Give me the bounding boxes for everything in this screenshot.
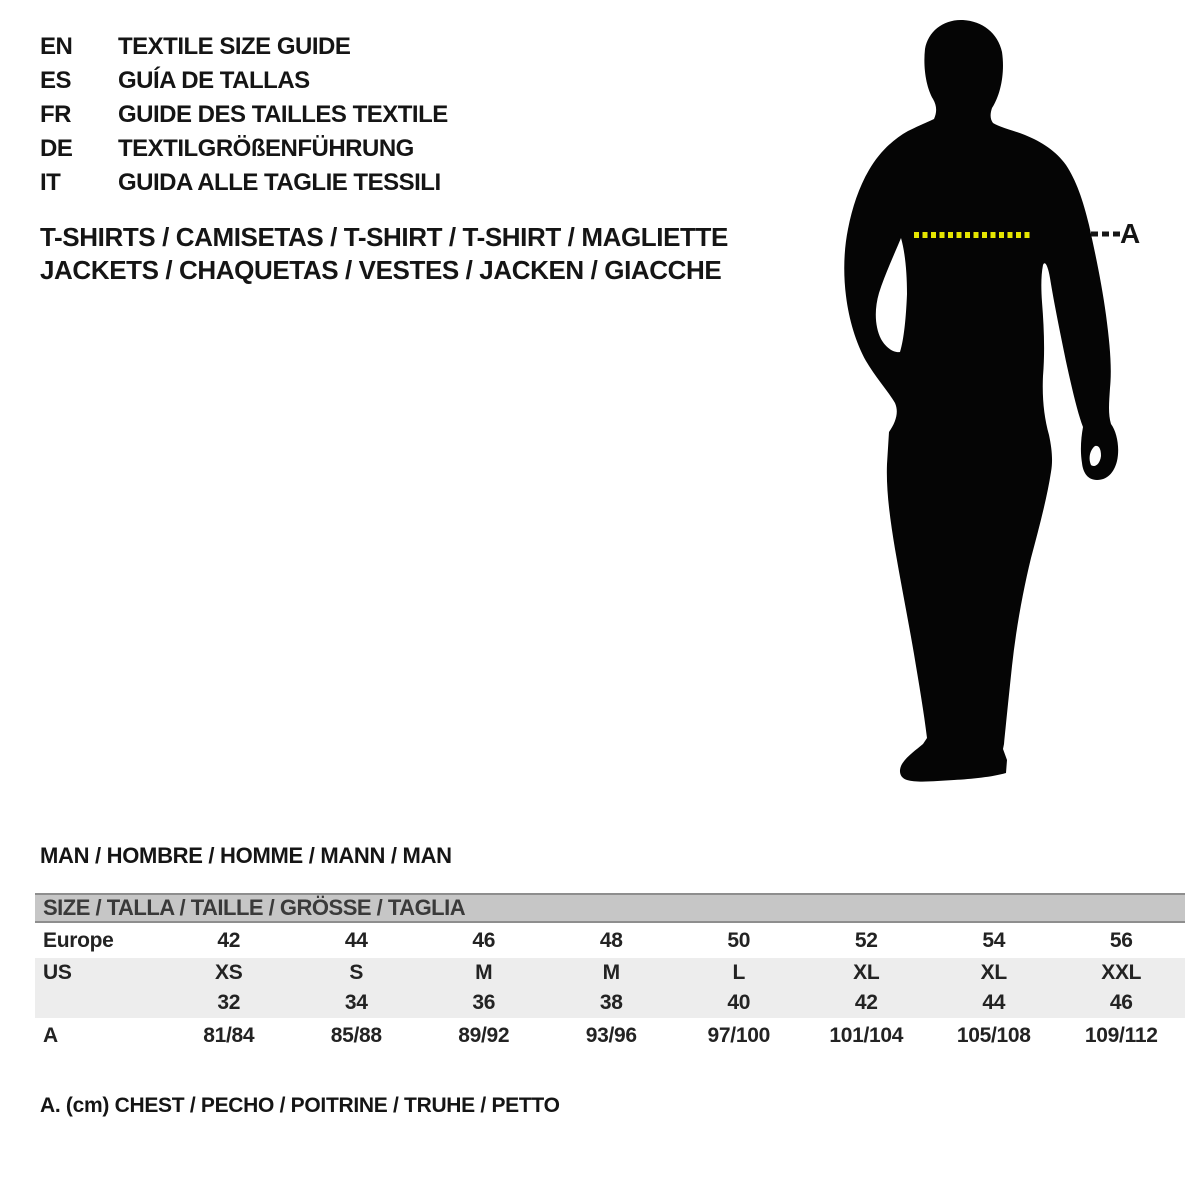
size-cell: 42 <box>217 928 241 952</box>
size-cell: 50 <box>727 928 751 952</box>
size-cell: 32 <box>217 991 241 1014</box>
size-cell: 34 <box>344 991 368 1014</box>
size-cell: XL <box>853 961 880 984</box>
section-heading-man: MAN / HOMBRE / HOMME / MANN / MAN <box>40 843 452 868</box>
size-cell: 105/108 <box>956 1023 1031 1047</box>
size-cell: 44 <box>344 928 368 952</box>
language-row <box>40 98 448 132</box>
size-table-header: SIZE / TALLA / TAILLE / GRÖSSE / TAGLIA <box>35 893 1185 923</box>
table-row-chest <box>35 1018 1185 1053</box>
size-cell: 44 <box>982 991 1006 1014</box>
size-cell: 89/92 <box>458 1023 510 1047</box>
size-cell: 85/88 <box>330 1023 382 1047</box>
size-cell: M <box>602 961 620 984</box>
man-silhouette-figure <box>820 10 1150 800</box>
size-cell: 52 <box>854 928 878 952</box>
size-cell: S <box>349 961 364 984</box>
language-title: GUIDE DES TAILLES TEXTILE <box>118 101 448 128</box>
size-cell: 48 <box>599 928 623 952</box>
language-code: FR <box>40 101 71 128</box>
language-row <box>40 30 448 64</box>
language-title: GUIDA ALLE TAGLIE TESSILI <box>118 169 441 196</box>
language-title: GUÍA DE TALLAS <box>118 67 310 94</box>
size-cell: 93/96 <box>585 1023 637 1047</box>
language-code: DE <box>40 135 73 162</box>
size-cell: 46 <box>472 928 496 952</box>
size-cell: 97/100 <box>707 1023 770 1047</box>
language-title: TEXTILE SIZE GUIDE <box>118 33 351 60</box>
body-silhouette <box>844 20 1118 782</box>
size-cell: 36 <box>472 991 496 1014</box>
size-cell: 109/112 <box>1084 1023 1158 1047</box>
language-code: ES <box>40 67 72 94</box>
size-table <box>35 893 1185 1053</box>
size-cell: 38 <box>599 991 623 1014</box>
size-cell: M <box>475 961 493 984</box>
category-lines <box>40 221 728 287</box>
category-line-tshirts: T-SHIRTS / CAMISETAS / T-SHIRT / T-SHIRT / MAGLIETTE <box>40 222 728 252</box>
language-row <box>40 64 448 98</box>
table-row-us <box>35 958 1185 988</box>
language-list <box>40 30 448 200</box>
size-cell: 46 <box>1109 991 1133 1014</box>
size-cell: XL <box>980 961 1007 984</box>
size-cell: 40 <box>727 991 751 1014</box>
language-code: EN <box>40 33 73 60</box>
size-cell: 56 <box>1109 928 1133 952</box>
size-cell: 54 <box>982 928 1006 952</box>
table-row-us-numeric <box>35 988 1185 1018</box>
language-title: TEXTILGRÖßENFÜHRUNG <box>118 135 414 162</box>
table-row-europe <box>35 923 1185 958</box>
row-label: US <box>43 961 72 984</box>
row-label: A <box>43 1023 58 1047</box>
language-row <box>40 132 448 166</box>
size-cell: 101/104 <box>829 1023 904 1047</box>
category-line-jackets: JACKETS / CHAQUETAS / VESTES / JACKEN / GIACCHE <box>40 255 722 285</box>
measurement-legend: A. (cm) CHEST / PECHO / POITRINE / TRUHE / PETTO <box>40 1094 560 1117</box>
measurement-a-label: A <box>1120 218 1140 249</box>
language-code: IT <box>40 169 61 196</box>
size-cell: XS <box>215 961 243 984</box>
size-cell: 81/84 <box>203 1023 255 1047</box>
size-cell: L <box>732 961 746 984</box>
language-row <box>40 166 448 200</box>
size-cell: XXL <box>1101 961 1142 984</box>
row-label: Europe <box>43 928 114 952</box>
size-cell: 42 <box>854 991 878 1014</box>
